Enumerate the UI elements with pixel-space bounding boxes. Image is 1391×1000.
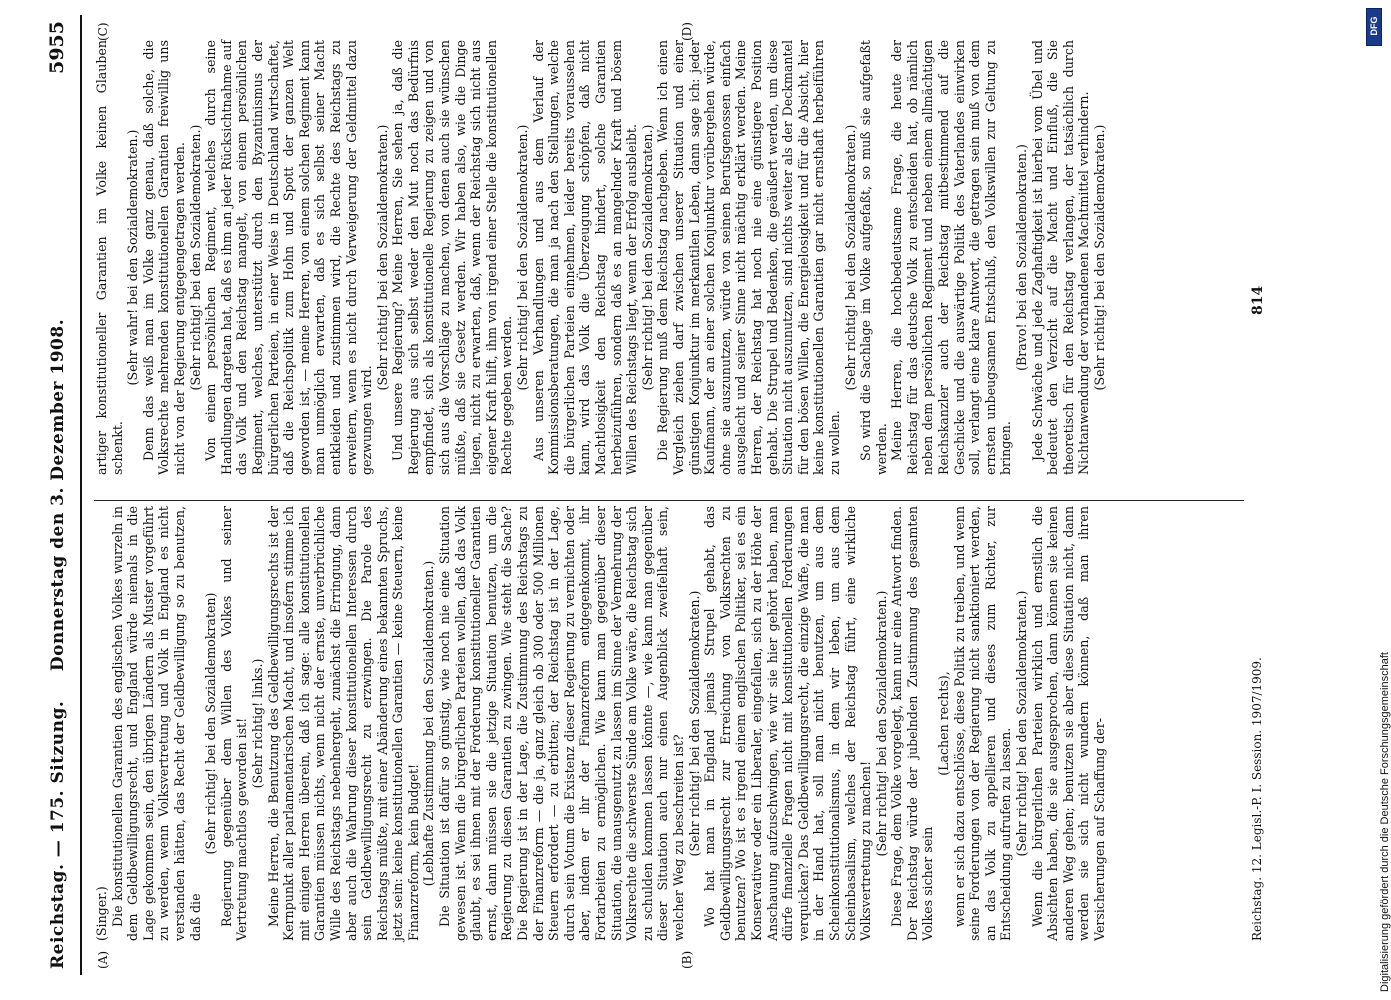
paragraph: Von einem persönlichen Regiment, welches durch seine Handlungen dargetan hat, daß es ihm an jeder Rücksichtnahme auf das Volk und den Reichstag mangelt, von einem persönlichen Regiment, welches, unterstützt durch den Byzantinismus der bürgerlichen Parteien, in einer Weise in Deutschland wirtschaftet, daß die Reichspolitik zum Hohn und Spott der ganzen Welt geworden ist, — meine Herren, von einem solchen Regiment kann man unmöglich erwarten, daß es sich selbst seiner Macht entkleiden und zustimmen wird, die Rechte des Reichstags zu erweitern, wenn es nicht durch Verweigerung der Geldmittel dazu gezwungen wird. — [203, 40, 375, 475]
paragraph: Meine Herren, die Benutzung des Geldbewilligungsrechts ist der Kernpunkt aller parlamentarischen Macht, und insofern stimme ich mit einigen Herren überein, daß ich sage: alle konstitutionellen Garantien müssen nichts, wenn nicht der ernste, unverbrüchliche Wille des Reichstags nebenhergeht, zunächst die Erringung, dann aber auch die Wahrung dieser konstitutionellen Interessen durch sein Geldbewilligungsrecht zu erzwingen. Die Parole des Reichstags müßte, mit einer Abänderung eines bekannten Spruchs, jetzt sein: keine konstitutionellen Garantien — keine Steuern, keine Finanzreform, kein Budget! — [265, 506, 421, 941]
paragraph: Und unsere Regierung? Meine Herren, Sie sehen ja, daß die Regierung aus sich selbst weder den Mut noch das Bedürfnis empfindet, sich als konstitutionelle Regierung zu zeigen und von sich aus die Vorschläge zu machen, von denen auch sie wünschen müßte, daß sie Gesetz werden. Wir haben also, wie die Dinge liegen, nicht zu erwarten, daß, wenn der Reichstag sich nicht aus eigener Kraft hilft, ihm von irgend einer Stelle die konstitutionellen Rechte gegeben werden. — [390, 40, 515, 475]
footer-sheet-number: 814 — [1250, 285, 1266, 315]
interjection: (Sehr richtig! bei den Sozialdemokraten.) — [842, 124, 858, 391]
left-text-column — [94, 506, 1108, 941]
document-page — [40, 15, 1330, 975]
margin-marker-c: (C) — [96, 22, 110, 41]
paragraph: Denn das weiß man im Volke ganz genau, daß solche, die Volksrechte mehrenden konstitutionellen Garantien freiwillig uns nicht von der Regierung entgegengetragen werden. — [140, 40, 187, 475]
footer-session-info: Reichstag. 12. Legisl.-P. I. Session. 1907/1909. — [1250, 657, 1264, 941]
paragraph: Diese Frage, dem Volke vorgelegt, kann nur eine Antwort finden. Der Reichstag würde der jubelnden Zustimmung des gesamten Volkes sicher sein — [889, 506, 936, 941]
interjection: (Sehr richtig! links.) — [249, 658, 265, 789]
paragraph: Meine Herren, die hochbedeutsame Frage, die heute der Reichstag für das deutsche Volk zu entscheiden hat, ob nämlich neben dem persönlichen Regiment und neben einem allmächtigen Reichskanzler auch der Reichstag mitbestimmend auf die Geschicke und die auswärtige Politik des Vaterlandes einwirken soll, verlangt eine klare Antwort, die getragen sein muß von dem ernsten unbeugsamen Entschluß, den Volkswillen zur Geltung zu bringen. — [889, 40, 1014, 475]
column-divider — [94, 500, 1244, 501]
paragraph: Die Regierung muß dem Reichstag nachgeben. Wenn ich einen Vergleich ziehen darf zwischen unserer Situation und einer günstigen Konjunktur im merkantilen Leben, dann sage ich: jeder Kaufmann, der an einer solchen Konjunktur vorübergehen würde, ohne sie auszunutzen, würde von seinen Berufsgenossen einfach ausgelacht und seiner Sinne nicht mächtig erklärt werden. Meine Herren, der Reichstag hat noch nie eine günstigere Position gehabt. Die Strupel und Bedenken, die geäußert werden, um diese Situation nicht auszunutzen, sind nichts weiter als der Deckmantel für den bösen Willen, die Energielosigkeit und für die Absicht, hier keine konstitutionellen Garantien gar nicht ernsthaft herbeiführen zu wollen. — [655, 40, 842, 475]
interjection: (Sehr richtig! bei den Sozialdemokraten.) — [1014, 590, 1030, 857]
page-header — [40, 15, 82, 975]
interjection: (Bravo! bei den Sozialdemokraten.) — [1014, 144, 1030, 371]
paragraph: wenn er sich dazu entschlösse, diese Politik zu treiben, und wenn seine Forderungen von der Regierung nicht sanktioniert werden, an das Volk zu appellieren und dieses zum Richter, zur Entscheidung aufrufen zu lassen. — [951, 506, 1014, 941]
paragraph: Wenn die bürgerlichen Parteien wirklich und ernstlich die Absichten haben, die sie ausgesprochen, dann können sie keinen anderen Weg gehen; benutzen sie aber diese Situation nicht, dann werden sie sich nicht wundern können, daß man ihren Versicherungen auf Schaffung der- — [1029, 506, 1107, 941]
interjection: (Sehr richtig! bei den Sozialdemokraten.) — [187, 124, 203, 391]
header-left: Reichstag. — 175. Sitzung. — [48, 700, 68, 969]
paragraph: Die Situation ist dafür so günstig, wie noch nie eine Situation gewesen ist. Wenn die bürgerlichen Parteien wollen, daß das Volk glaubt, es sei ihnen mit der Forderung konstitutioneller Garantien ernst, dann müssen sie die jetzige Situation benutzen, um die Regierung zu diesen Garantien zu zwingen. Wie steht die Sache? Die Regierung ist in der Lage, die Zustimmung des Reichstags zu der Finanzreform — die ja, ganz gleich ob 300 oder 500 Millionen Steuern erfordert — zu erbitten; der Reichstag ist in der Lage, durch sein Votum die Existenz dieser Regierung zu vernichten oder aber, indem er ihr der Finanzreform entgegenkommt, ihr Fortarbeiten zu ermöglichen. Wie kann man gegenüber dieser Situation, die unausgenutzt zu lassen im Sinne der Vermehrung der Volksrechte die schwerste Sünde am Volke wäre, die Reichstag sich zu schulden kommen lassen könnte —, wie kann man gegenüber dieser Situation auch nur einen Augenblick zweifelhaft sein, welcher Weg zu beschreiten ist? — [437, 506, 686, 941]
paragraph: Wo hat man in England jemals Strupel gehabt, das Geldbewilligungsrecht zur Erreichung von Volksrechten zu benutzen? Wo ist es irgend einem englischen Politiker, sei es ein Konservativer oder ein Liberaler, eingefallen, sich zu der Höhe der Anschauung aufzuschwingen, wie wir sie hier gehört haben, man dürfe finanzielle Fragen nicht mit konstitutionellen Forderungen verquicken? Das Geldbewilligungsrecht, die einzige Waffe, die man in der Hand hat, soll man nicht benutzen, um aus dem Scheinkonstitutionalismus, in dem wir leben, um aus dem Scheinbasalism, welches der Reichstag führt, eine wirkliche Volksvertretung zu machen! — [702, 506, 874, 941]
interjection: (Sehr richtig! bei den Sozialdemokraten.) — [686, 590, 702, 857]
interjection: (Sehr richtig! bei den Sozialdemokraten.) — [1092, 124, 1107, 391]
margin-marker-d: (D) — [680, 22, 694, 41]
dfg-funding-notice: Digitalisierung gefördert durch die Deutsche Forschungsgemeinschaft — [1379, 652, 1391, 992]
paragraph: So wird die Sachlage im Volke aufgefaßt, so muß sie aufgefaßt werden. — [858, 40, 889, 475]
interjection: (Sehr richtig! bei den Sozialdemokraten) — [203, 592, 219, 855]
paragraph: Aus unseren Verhandlungen und aus dem Verlauf der Kommissionsberatungen, die man ja nach den Stellungen, welche die bürgerlichen Parteien einnehmen, leider bereits voraussehen kann, wird das Volk die Überzeugung schöpfen, daß nicht Machtlosigkeit den Reichstag hindert, solche Garantien herbeizuführen, sondern daß es an mangelnder Kraft und bösem Willen des Reichstags liegt, wenn der Erfolg ausbleibt. — [530, 40, 640, 475]
paragraph: Jede Schwäche und jede Zaghaftigkeit ist hierbei vom Übel und bedeutet den Verzicht auf die Macht und Einfluß, die Sie theoretisch für den Reichstag verlangen, der tatsächlich durch Nichtanwendung der vorhandenen Machtmittel verhindern. — [1029, 40, 1092, 475]
paragraph: artiger konstitutioneller Garantien im Volke keinen Glauben schenkt. — [94, 40, 125, 475]
dfg-logo — [1366, 8, 1382, 46]
dfg-logo-text: DFG — [1369, 16, 1379, 36]
margin-marker-b: (B) — [680, 950, 694, 969]
speaker-name: (Singer.) — [94, 886, 109, 941]
header-date: Donnerstag den 3. Dezember 1908. — [48, 318, 68, 672]
interjection: (Sehr richtig! bei den Sozialdemokraten.) — [515, 124, 531, 391]
interjection: (Lebhafte Zustimmung bei den Sozialdemokraten.) — [421, 560, 437, 887]
margin-marker-a: (A) — [96, 950, 110, 969]
interjection: (Sehr richtig! bei den Sozialdemokraten.) — [374, 124, 390, 391]
interjection: (Sehr wahr! bei den Sozialdemokraten.) — [125, 129, 141, 386]
paragraph: Die konstitutionellen Garantien des englischen Volkes wurzeln in dem Geldbewilligungsrecht, und England würde niemals in die Lage gekommen sein, den übrigen Ländern als Muster vorgeführt zu werden, wenn Volksvertretung und Volk in England es nicht verstanden hätten, das Recht der Geldbewilligung so zu benutzen, daß die — [109, 506, 203, 941]
interjection: (Sehr richtig! bei den Sozialdemokraten.) — [873, 590, 889, 857]
right-text-column — [94, 40, 1108, 475]
paragraph: Regierung gegenüber dem Willen des Volkes und seiner Vertretung machtlos geworden ist! — [218, 506, 250, 941]
interjection: (Lachen rechts), — [936, 671, 952, 776]
interjection: (Sehr richtig! bei den Sozialdemokraten.) — [639, 124, 655, 391]
header-page-number: 5955 — [46, 21, 68, 74]
